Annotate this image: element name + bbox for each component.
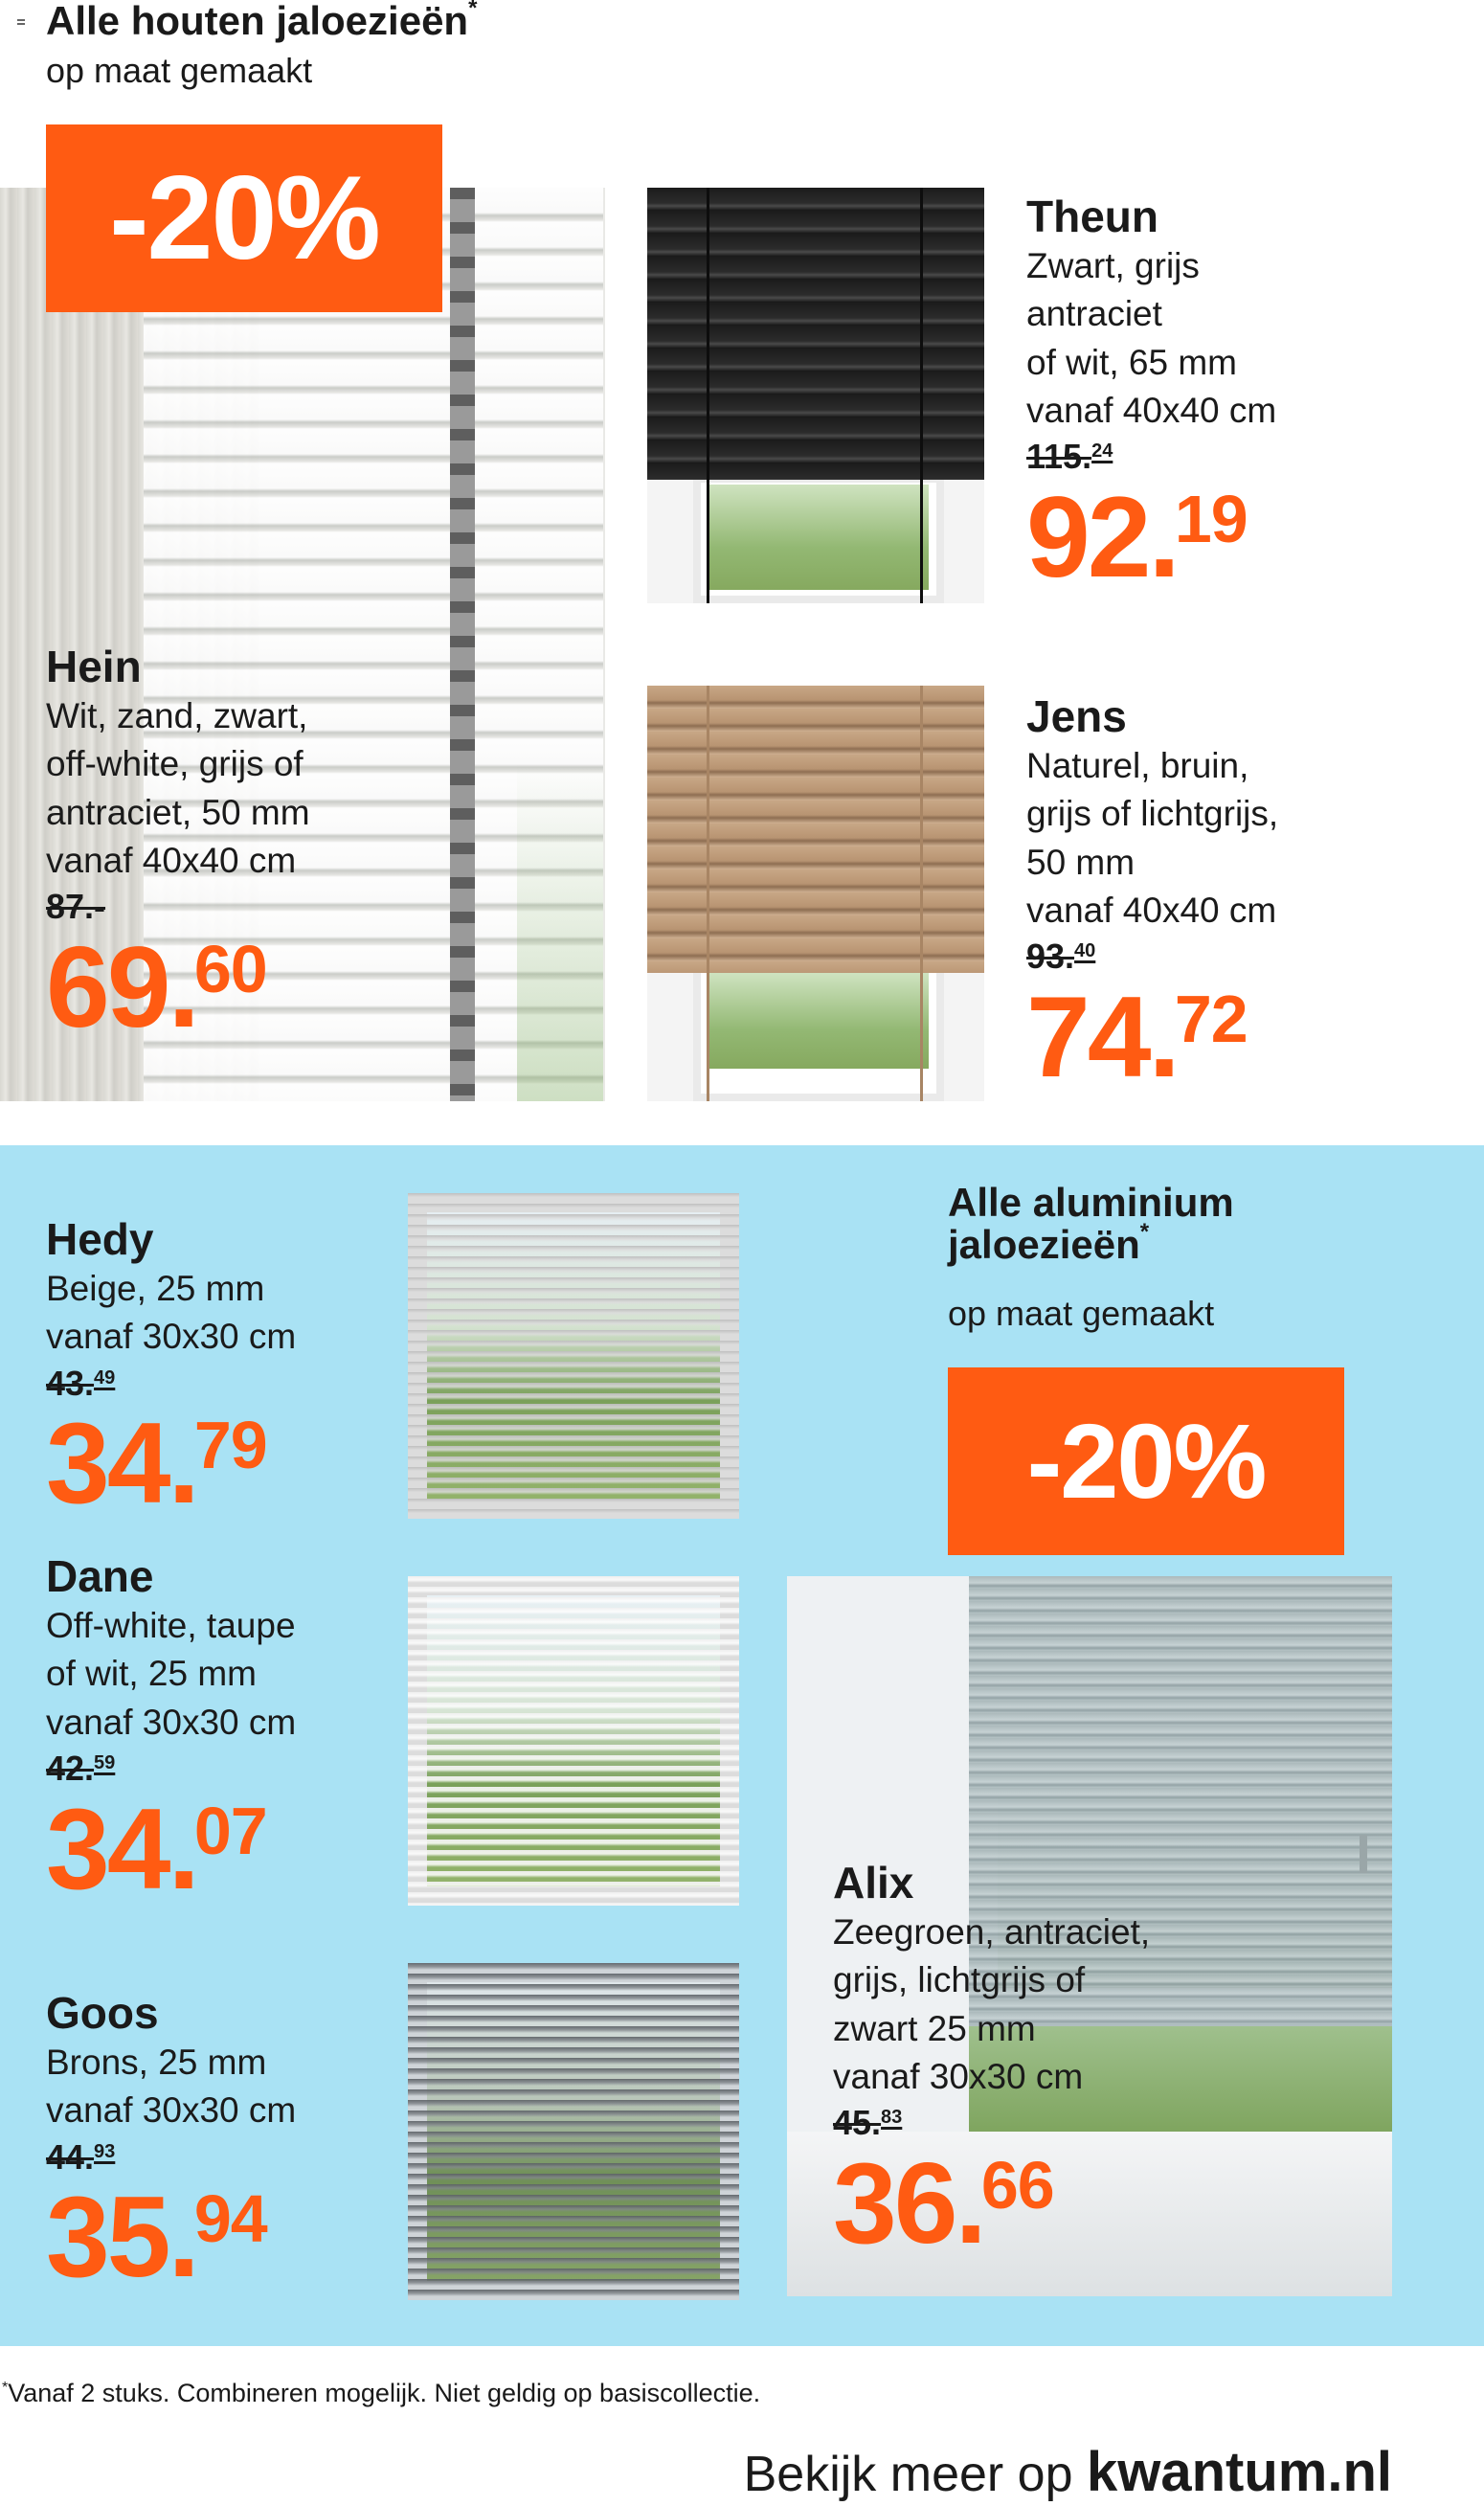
hedy-price: 34.79 xyxy=(46,1399,267,1528)
dane-product-image xyxy=(408,1576,739,1906)
aluminium-title-line2: jaloezieën* xyxy=(948,1219,1150,1268)
hein-desc: Wit, zand, zwart, off-white, grijs of antraciet, 50 mm vanaf 40x40 cm xyxy=(46,695,310,880)
cta-line xyxy=(744,2440,1392,2504)
goos-name: Goos xyxy=(46,1988,159,2038)
wood-section-title: Alle houten jaloezieën* xyxy=(46,0,478,43)
jens-desc: Naturel, bruin, grijs of lichtgrijs, 50 mm vanaf 40x40 cm xyxy=(1026,745,1279,930)
footnote: *Vanaf 2 stuks. Combineren mogelijk. Niet geldig op basiscollectie. xyxy=(2,2379,761,2407)
product-hein xyxy=(46,642,448,1051)
product-theun xyxy=(1026,192,1467,601)
dane-name: Dane xyxy=(46,1551,154,1601)
dane-price: 34.07 xyxy=(46,1784,267,1913)
theun-old-price: 115.24 xyxy=(1026,437,1113,477)
goos-old-price: 44.93 xyxy=(46,2136,116,2177)
product-hedy xyxy=(46,1214,410,1528)
hein-name: Hein xyxy=(46,642,142,691)
jens-name: Jens xyxy=(1026,691,1127,741)
alix-old-price: 45.83 xyxy=(833,2103,903,2143)
hedy-old-price: 43.49 xyxy=(46,1363,116,1403)
hein-old-price: 87.- xyxy=(46,887,106,927)
theun-price: 92.19 xyxy=(1026,472,1248,601)
product-jens xyxy=(1026,691,1467,1101)
jens-price: 74.72 xyxy=(1026,972,1248,1101)
jens-old-price: 93.40 xyxy=(1026,937,1096,977)
product-alix xyxy=(833,1858,1369,2268)
hedy-name: Hedy xyxy=(46,1214,154,1264)
theun-desc: Zwart, grijs antraciet of wit, 65 mm vanaf 40x40 cm xyxy=(1026,245,1277,430)
goos-price: 35.94 xyxy=(46,2173,267,2302)
alix-name: Alix xyxy=(833,1858,914,1908)
aluminium-section-title xyxy=(948,1182,1234,1266)
alix-price: 36.66 xyxy=(833,2138,1054,2268)
aluminium-section-subtitle: op maat gemaakt xyxy=(948,1294,1215,1333)
product-dane xyxy=(46,1551,410,1913)
aluminium-title-line1: Alle aluminium xyxy=(948,1180,1234,1225)
dane-old-price: 42.59 xyxy=(46,1748,116,1788)
hedy-product-image xyxy=(408,1193,739,1519)
wood-section-subtitle: op maat gemaakt xyxy=(46,51,313,90)
product-goos xyxy=(46,1988,410,2302)
cta-text: Bekijk meer op xyxy=(743,2447,1073,2502)
dane-desc: Off-white, taupe of wit, 25 mm vanaf 30x30 cm xyxy=(46,1605,297,1742)
theun-name: Theun xyxy=(1026,192,1158,241)
hein-price: 69.60 xyxy=(46,922,267,1051)
aluminium-discount-badge: -20% xyxy=(948,1367,1344,1555)
jens-product-image xyxy=(647,686,984,1101)
theun-product-image xyxy=(647,188,984,603)
alix-desc: Zeegroen, antraciet, grijs, lichtgrijs of zwart 25 mm vanaf 30x30 cm xyxy=(833,1911,1151,2096)
goos-product-image xyxy=(408,1963,739,2300)
wood-discount-badge: -20% xyxy=(46,124,442,312)
hedy-desc: Beige, 25 mm vanaf 30x30 cm xyxy=(46,1268,297,1357)
cta-site-link[interactable]: kwantum.nl xyxy=(1086,2441,1392,2503)
goos-desc: Brons, 25 mm vanaf 30x30 cm xyxy=(46,2042,297,2131)
menu-icon xyxy=(17,19,25,27)
